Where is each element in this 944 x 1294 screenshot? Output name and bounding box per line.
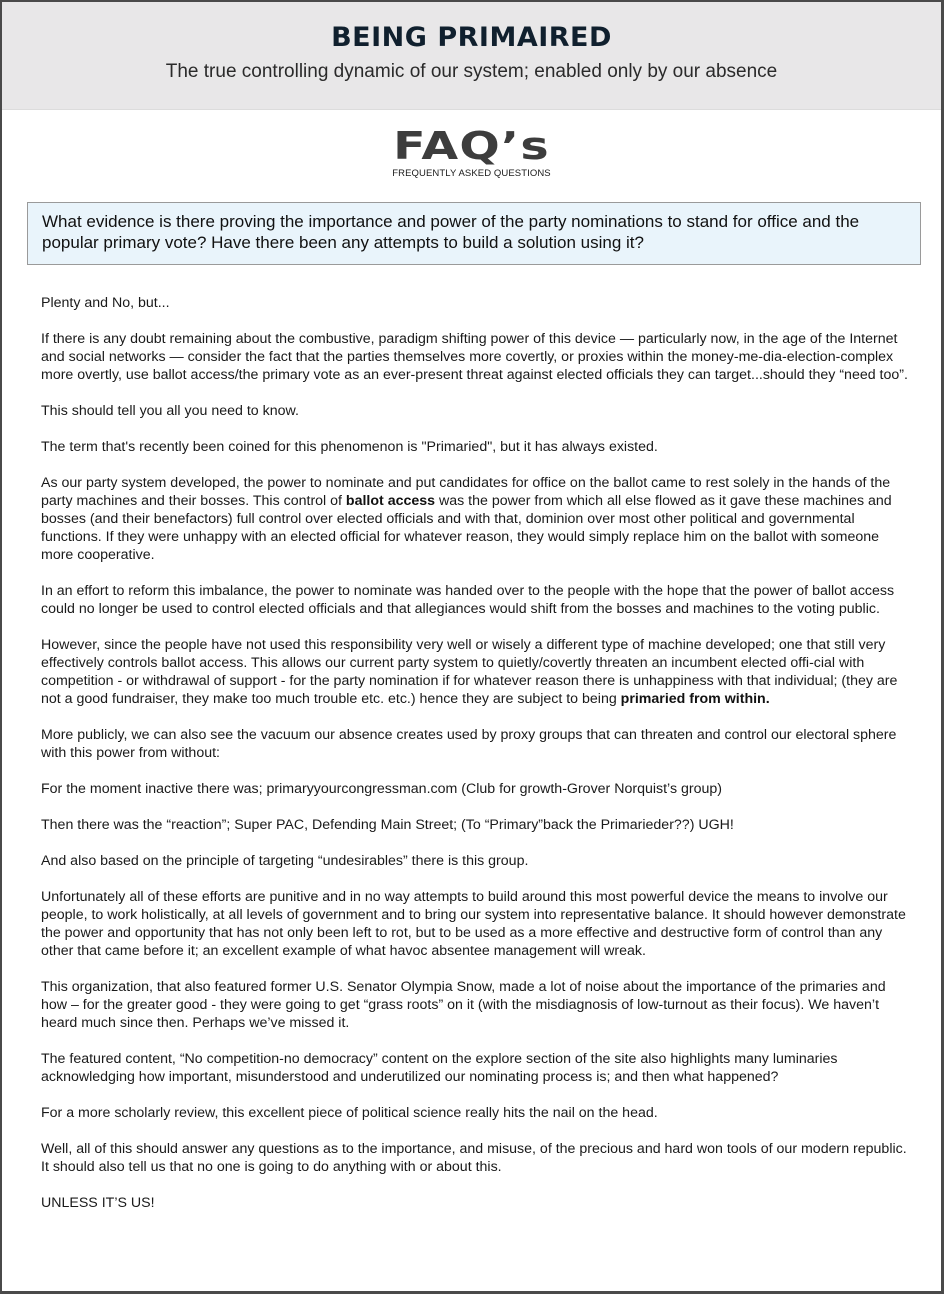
page-title: BEING PRIMAIRED: [331, 22, 612, 53]
ballot-access-emphasis: ballot access: [345, 493, 436, 509]
answer-paragraph-5-text-b: was the power from which all else flowed as it gave these machines and bosses (and their benefactors) full control over elected officials and with that, dominion over most other political and governmental functions. If they were unhappy with an elected official for whatever reason, they would simply replace him on the ballot with someone more cooperative.: [41, 493, 892, 563]
answer-paragraph-11: And also based on the principle of targeting “undesirables” there is this group.: [41, 853, 529, 869]
faq-logo: [2, 126, 941, 179]
answer-paragraph-2: If there is any doubt remaining about the combustive, paradigm shifting power of this device — particularly now, in the age of the Internet and social networks — consider the fact that the parties themselves more covertly, or proxies within the money-me-dia-election-complex more overtly, use ballot access/the primary vote as an ever-present threat against elected officials they can target...should they “need too”.: [41, 331, 908, 383]
answer-paragraph-9: For the moment inactive there was; primaryyourcongressman.com (Club for growth-Grover Norquist’s group): [41, 781, 722, 797]
answer-closing: UNLESS IT’S US!: [41, 1195, 155, 1211]
answer-body: [41, 294, 911, 1230]
faq-logo-text: FAQ’s: [393, 124, 550, 168]
answer-paragraph-16: Well, all of this should answer any questions as to the importance, and misuse, of the precious and hard won tools of our modern republic. It should also tell us that no one is going to do anything with or about this.: [41, 1141, 907, 1175]
answer-paragraph-5-text-a: As our party system developed, the power to nominate and put candidates for office on the ballot came to rest solely in the hands of the party machines and their bosses. This control of: [41, 475, 891, 509]
answer-paragraph-13: This organization, that also featured former U.S. Senator Olympia Snow, made a lot of noise about the importance of the primaries and how – for the greater good - they were going to get “grass roots” on it (with the misdiagnosis of low-turnout as their focus). We haven’t heard much since then. Perhaps we’ve missed it.: [41, 979, 886, 1031]
answer-paragraph-7-text: However, since the people have not used this responsibility very well or wisely a different type of machine developed; one that still very effectively controls ballot access. This allows our current party system to quietly/covertly threaten an incumbent elected offi-cial with competition - or withdrawal of support - for the party nomination if for whatever reason there is unhappiness with that individual; (they are not a good fundraiser, they make too much trouble etc. etc.) hence they are subject to being: [41, 637, 898, 707]
primaried-from-within-emphasis: primaried from within.: [620, 691, 770, 707]
answer-paragraph-7: [41, 636, 911, 708]
answer-paragraph-10: Then there was the “reaction”; Super PAC, Defending Main Street; (To “Primary”back the Primarieder??) UGH!: [41, 817, 734, 833]
answer-paragraph-14: The featured content, “No competition-no democracy” content on the explore section of the site also highlights many luminaries acknowledging how important, misunderstood and underutilized our nominating process is; and then what happened?: [41, 1051, 838, 1085]
answer-paragraph-4: The term that's recently been coined for this phenomenon is "Primaried", but it has always existed.: [41, 439, 658, 455]
answer-paragraph-5: [41, 474, 911, 564]
answer-paragraph-12: Unfortunately all of these efforts are punitive and in no way attempts to build around this most powerful device the means to involve our people, to work holistically, at all levels of government and to bring our system into representative balance. It should however demonstrate the power and opportunity that has not only been left to rot, but to be used as a more effective and destructive form of control than any other that came before it; an excellent example of what havoc absentee management will wreak.: [41, 889, 906, 959]
answer-paragraph-6: In an effort to reform this imbalance, the power to nominate was handed over to the people with the hope that the power of ballot access could no longer be used to control elected officials and that allegiances would shift from the bosses and machines to the voting public.: [41, 583, 895, 617]
answer-paragraph-3: This should tell you all you need to know.: [41, 403, 299, 419]
faq-logo-subtitle: FREQUENTLY ASKED QUESTIONS: [392, 168, 551, 179]
page-header: [2, 2, 941, 110]
question-box: [27, 202, 921, 265]
page-subtitle: The true controlling dynamic of our system; enabled only by our absence: [165, 61, 778, 82]
answer-paragraph-15: For a more scholarly review, this excellent piece of political science really hits the nail on the head.: [41, 1105, 658, 1121]
answer-paragraph-1: Plenty and No, but...: [41, 295, 170, 311]
answer-paragraph-8: More publicly, we can also see the vacuum our absence creates used by proxy groups that can threaten and control our electoral sphere with this power from without:: [41, 727, 897, 761]
question-text: What evidence is there proving the importance and power of the party nominations to stand for office and the popular primary vote? Have there been any attempts to build a solution using it?: [42, 212, 860, 252]
